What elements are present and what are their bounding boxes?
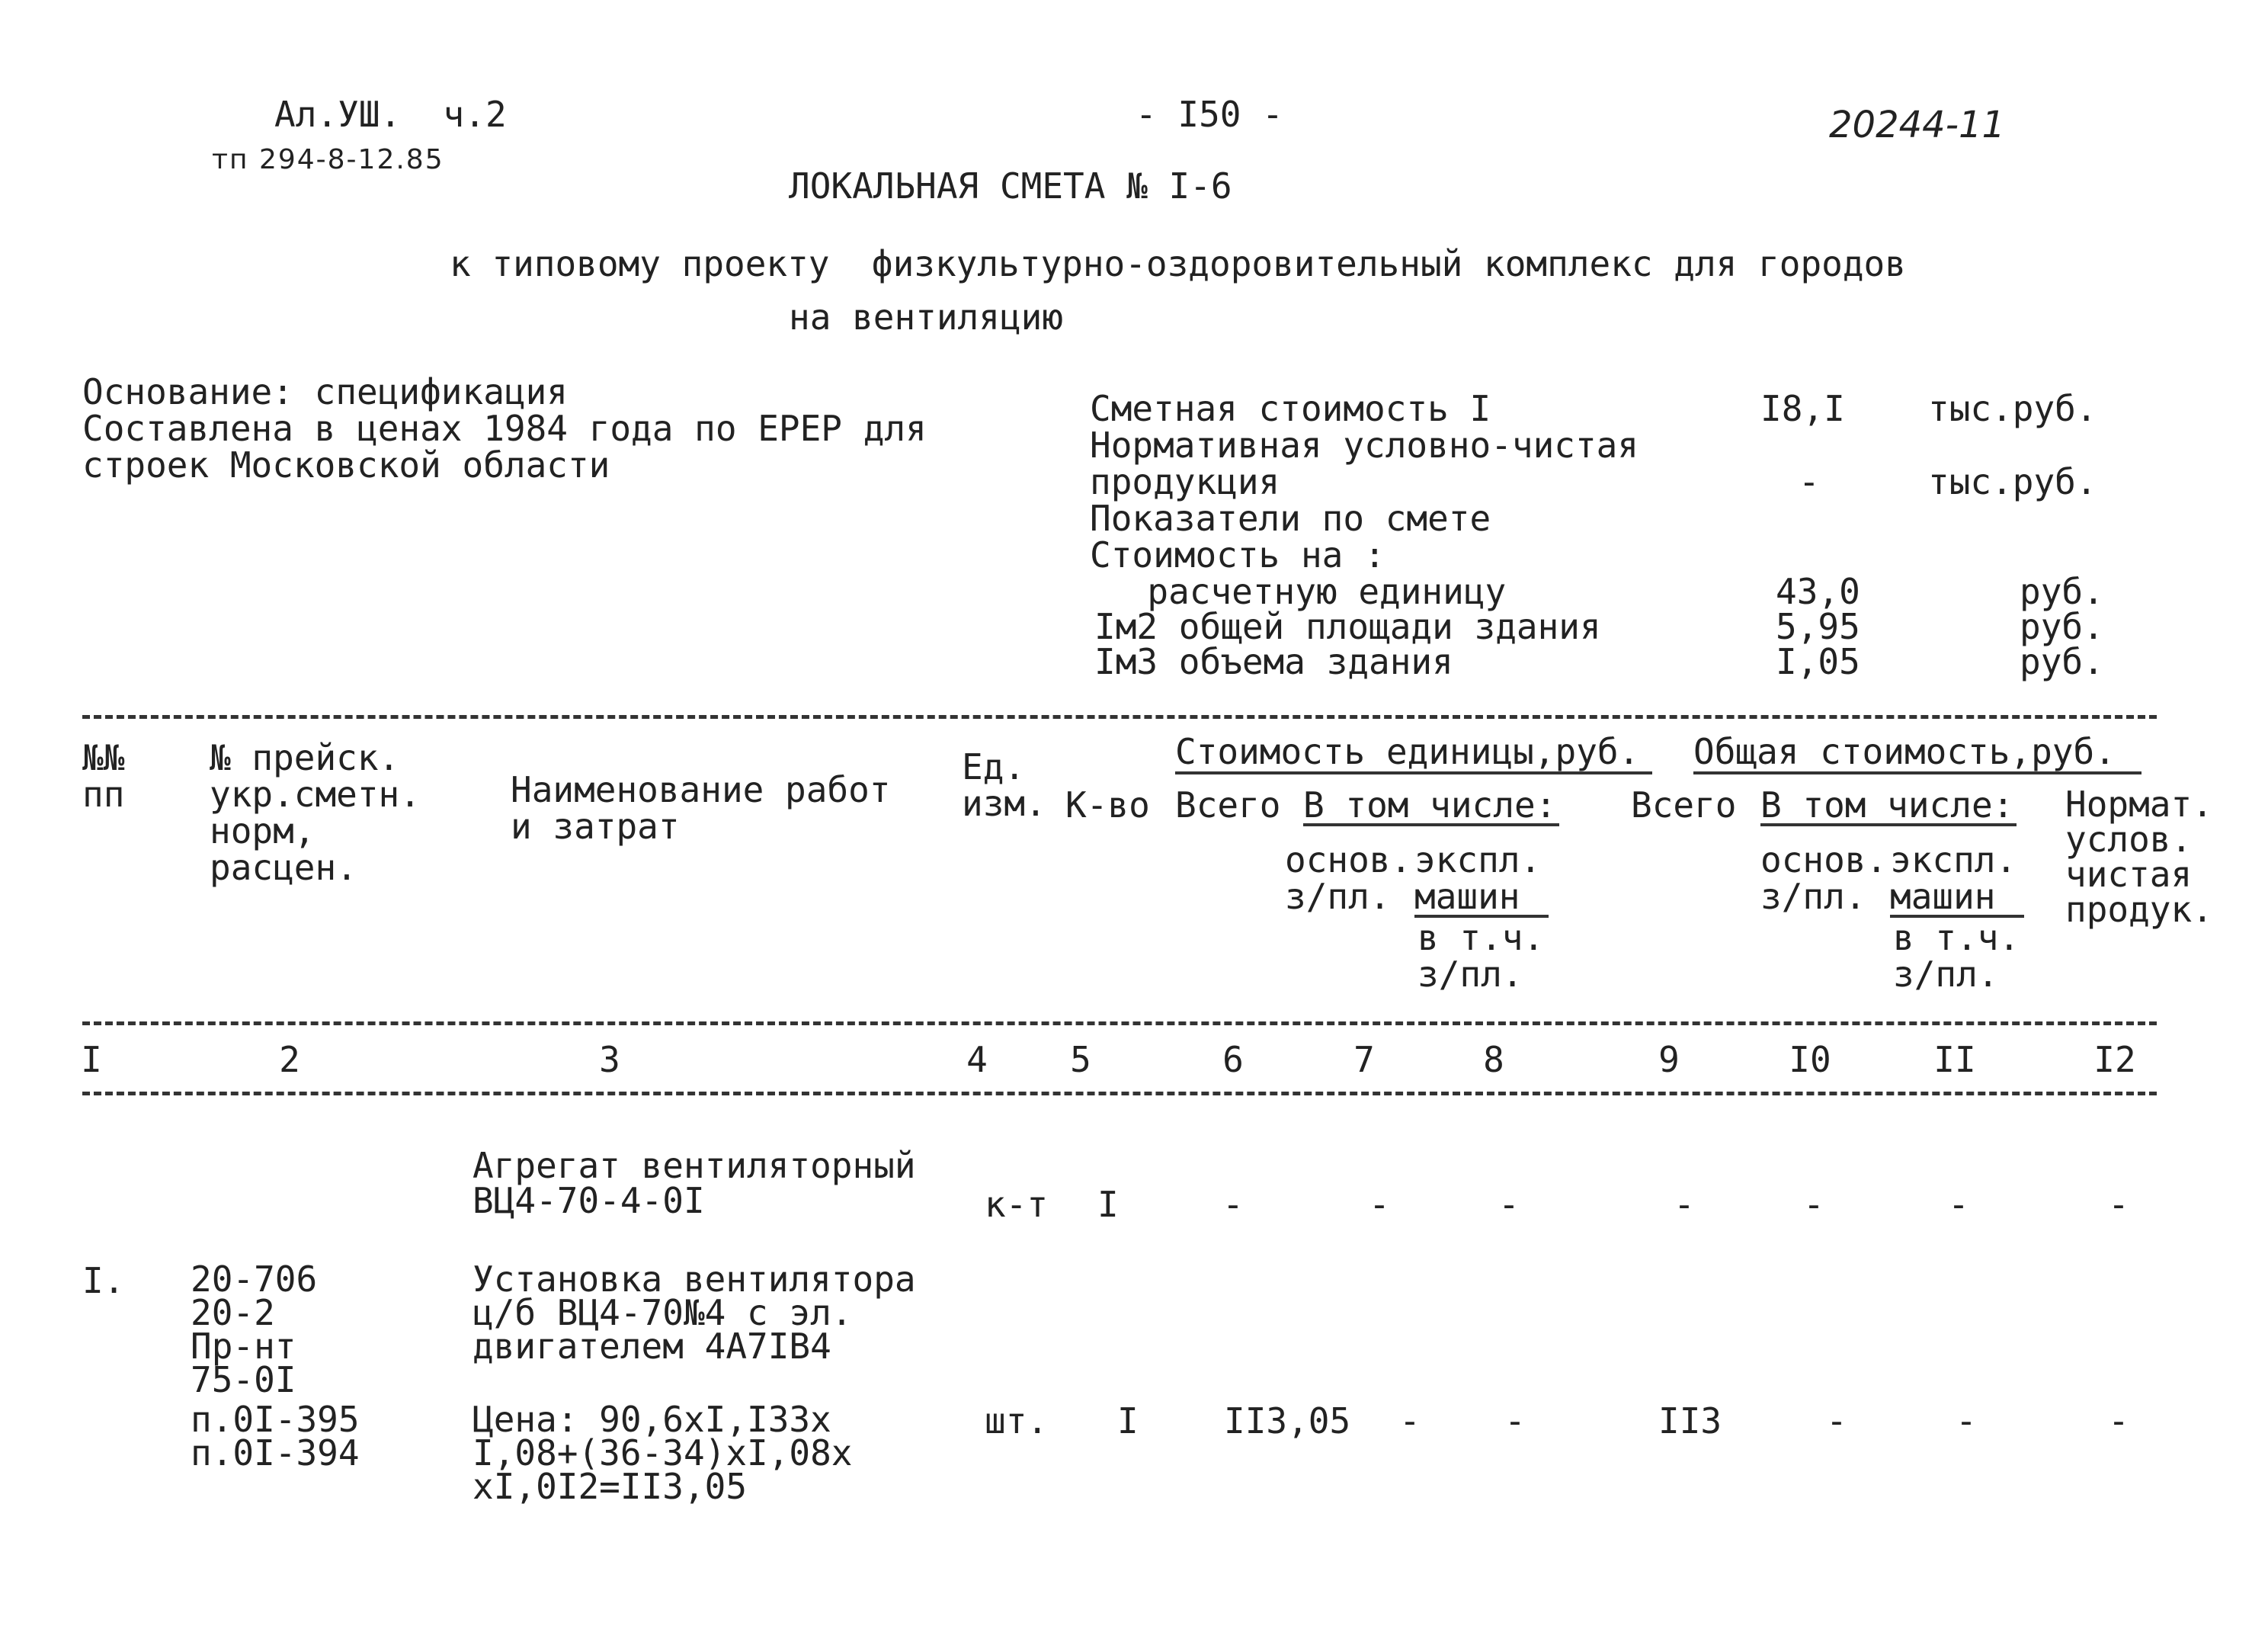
row-total-basic-wages: -	[1803, 1184, 1824, 1225]
summary-unit: руб.	[2020, 571, 2104, 612]
album-reference: Ал.УШ. ч.2	[274, 94, 507, 135]
total-cost-underline	[1693, 771, 2141, 774]
row-unit-machines: -	[1504, 1400, 1526, 1441]
column-number: 5	[1070, 1039, 1091, 1080]
basis-line-3: строек Московской области	[82, 444, 610, 486]
row-total-basic-wages: -	[1826, 1400, 1847, 1441]
row-unit-basic-wages: -	[1369, 1184, 1390, 1225]
header-price-list-code: № прейск. укр.сметн. норм, расцен.	[210, 737, 421, 888]
row-unit-machines: -	[1498, 1184, 1520, 1225]
row-price-clauses: п.0I-395 п.0I-394	[191, 1399, 360, 1473]
row-total-machines: -	[1956, 1400, 1977, 1441]
unit-cost-underline	[1175, 771, 1652, 774]
summary-value: 5,95	[1776, 606, 1860, 647]
row-unit-total: II3,05	[1224, 1400, 1351, 1441]
summary-value: -	[1799, 461, 1820, 502]
header-unit-machine-wages: в т.ч. з/пл.	[1418, 917, 1545, 995]
summary-label: Сметная стоимость I	[1090, 388, 1491, 429]
header-unit-total: Всего	[1175, 784, 1281, 826]
row-number: I.	[82, 1260, 125, 1301]
summary-label: продукция	[1090, 461, 1280, 502]
row-normative-product: -	[2108, 1400, 2129, 1441]
column-number: 7	[1353, 1039, 1375, 1080]
summary-unit: тыс.руб.	[1928, 388, 2097, 429]
summary-label: Iм2 общей площади здания	[1094, 606, 1601, 647]
row-work-name: Агрегат вентиляторный ВЦ4-70-4-0I	[472, 1145, 916, 1221]
summary-label: расчетную единицу	[1105, 571, 1507, 612]
row-total: -	[1674, 1184, 1695, 1225]
column-number: 8	[1483, 1039, 1504, 1080]
column-number: 4	[966, 1039, 988, 1080]
header-total-all: Всего	[1631, 784, 1737, 826]
total-including-underline	[1760, 823, 2017, 826]
column-number: I0	[1789, 1039, 1831, 1080]
row-unit-total: -	[1222, 1184, 1244, 1225]
summary-label: Нормативная условно-чистая	[1090, 425, 1639, 466]
header-total-machines: экспл. машин	[1890, 839, 2017, 917]
summary-value: I,05	[1776, 641, 1860, 682]
table-top-rule	[82, 715, 2157, 719]
row-total: II3	[1658, 1400, 1722, 1441]
header-unit-basic-wages: основ. з/пл.	[1285, 839, 1412, 917]
basis-line-2: Составлена в ценах 1984 года по ЕРЕР для	[82, 408, 927, 449]
project-code: тп 294-8-12.85	[212, 144, 444, 175]
row-unit: шт.	[985, 1400, 1049, 1441]
row-total-machines: -	[1948, 1184, 1969, 1225]
header-unit-machines: экспл. машин	[1414, 839, 1542, 917]
summary-unit: руб.	[2020, 606, 2104, 647]
summary-unit: руб.	[2020, 641, 2104, 682]
column-number: I2	[2093, 1039, 2136, 1080]
header-total-machine-wages: в т.ч. з/пл.	[1893, 917, 2020, 995]
column-number: 6	[1222, 1039, 1244, 1080]
row-quantity: I	[1097, 1184, 1119, 1225]
summary-unit: тыс.руб.	[1928, 461, 2097, 502]
column-number: I	[81, 1039, 102, 1080]
header-total-basic-wages: основ. з/пл.	[1760, 839, 1888, 917]
row-unit: к-т	[985, 1184, 1049, 1225]
header-normative-product: Нормат. услов. чистая продук.	[2065, 784, 2213, 930]
page-number: - I50 -	[1136, 94, 1283, 135]
table-header-rule	[82, 1021, 2157, 1025]
document-title: ЛОКАЛЬНАЯ СМЕТА № I-6	[789, 165, 1232, 207]
summary-value: I8,I	[1760, 388, 1845, 429]
row-unit-basic-wages: -	[1399, 1400, 1421, 1441]
row-price-calculation: Цена: 90,6хI,I33х I,08+(36-34)хI,08х хI,0I2=II3,05	[472, 1399, 853, 1507]
header-total-cost-group: Общая стоимость,руб.	[1693, 731, 2116, 772]
document-subtitle-2: на вентиляцию	[789, 297, 1064, 338]
summary-value: 43,0	[1776, 571, 1860, 612]
row-work-name: Установка вентилятора ц/б ВЦ4-70№4 с эл. двигателем 4А7IВ4	[472, 1259, 916, 1367]
row-normative-product: -	[2108, 1184, 2129, 1225]
column-number: 3	[599, 1039, 620, 1080]
column-number: 2	[279, 1039, 300, 1080]
summary-label: Iм3 объема здания	[1094, 641, 1453, 682]
column-number: II	[1933, 1039, 1976, 1080]
header-unit-cost-group: Стоимость единицы,руб.	[1175, 731, 1640, 772]
table-numbers-rule	[82, 1092, 2157, 1095]
unit-including-underline	[1303, 823, 1559, 826]
header-work-name: Наименование работ и затрат	[511, 769, 891, 847]
row-price-list-code: 20-706 20-2 Пр-нт 75-0I	[191, 1259, 318, 1400]
basis-line-1: Основание: спецификация	[82, 371, 568, 412]
summary-label: Показатели по смете	[1090, 498, 1491, 539]
document-stamp-number: 20244-11	[1829, 104, 2006, 146]
header-row-number: №№ пп	[82, 737, 125, 815]
header-unit: Ед. изм.	[962, 746, 1046, 824]
document-subtitle: к типовому проекту физкультурно-оздоровительный комплекс для городов	[450, 243, 1906, 284]
header-quantity: К-во	[1065, 784, 1150, 826]
header-unit-including: В том числе:	[1303, 784, 1557, 826]
row-quantity: I	[1117, 1400, 1139, 1441]
column-number: 9	[1658, 1039, 1680, 1080]
header-total-including: В том числе:	[1760, 784, 2014, 826]
summary-label: Стоимость на :	[1090, 534, 1385, 576]
